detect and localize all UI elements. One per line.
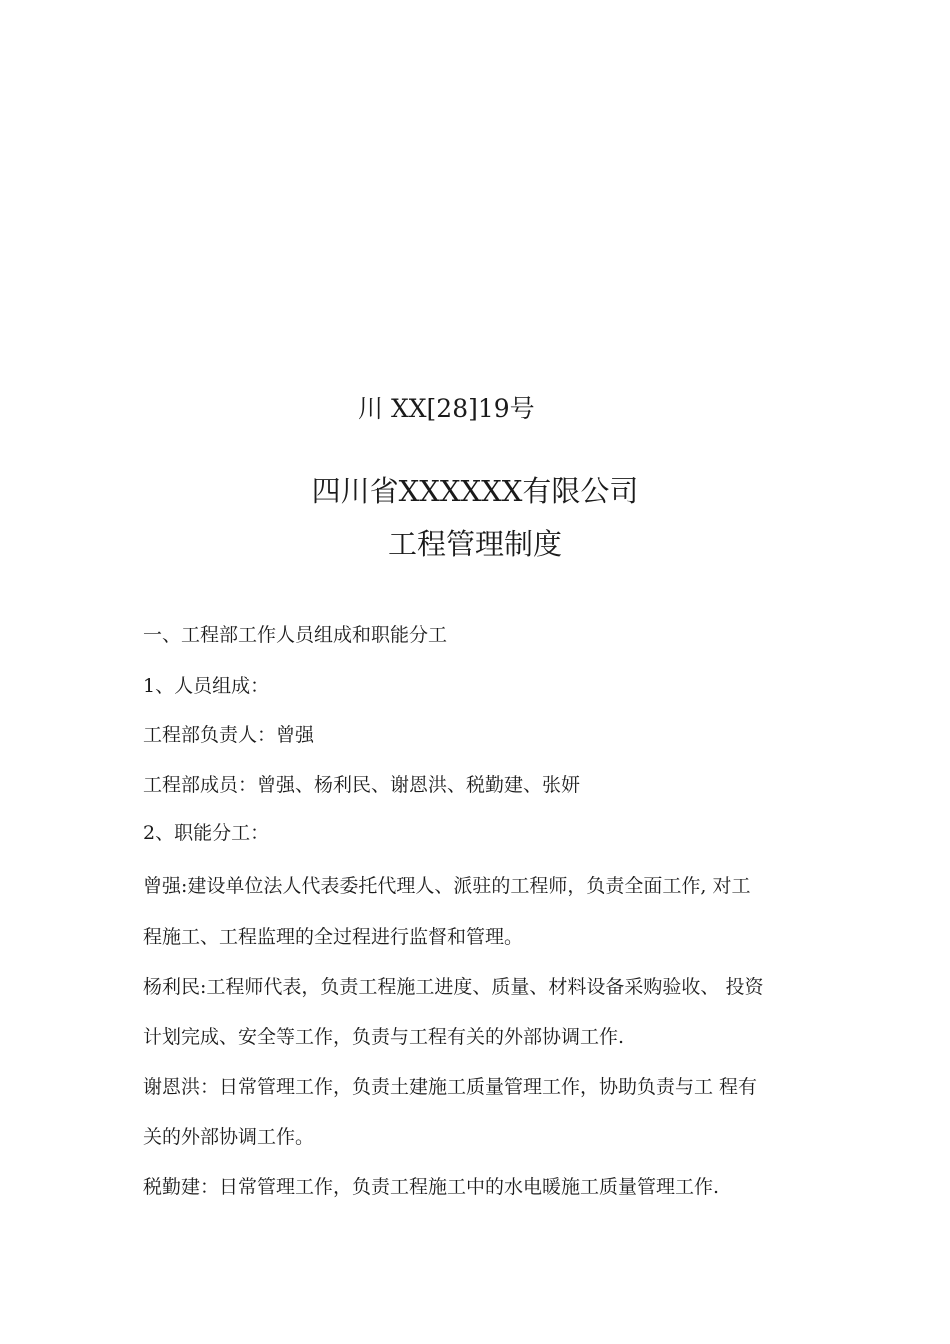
subsection-heading: 1、人员组成： (143, 675, 270, 697)
paragraph-line: 关的外部协调工作。 (143, 1126, 315, 1148)
paragraph-line: 工程部负责人：曾强 (143, 724, 315, 746)
paragraph-line: 谢恩洪：日常管理工作，负责土建施工质量管理工作，协助负责与工 程有 (143, 1076, 758, 1098)
paragraph-line: 曾强:建设单位法人代表委托代理人、派驻的工程师，负责全面工作, 对工 (143, 875, 751, 897)
company-name: 四川省XXXXXX有限公司 (311, 474, 639, 508)
document-number: 川 XX[28]19号 (358, 394, 535, 423)
document-title: 工程管理制度 (387, 527, 562, 561)
paragraph-line: 税勤建：日常管理工作，负责工程施工中的水电暖施工质量管理工作. (143, 1176, 720, 1198)
paragraph-line: 计划完成、安全等工作，负责与工程有关的外部协调工作. (143, 1026, 625, 1048)
subsection-heading: 2、职能分工： (143, 822, 270, 844)
paragraph-line: 杨利民:工程师代表，负责工程施工进度、质量、材料设备采购验收、 投资 (143, 976, 764, 998)
section-heading: 一、工程部工作人员组成和职能分工 (143, 624, 448, 646)
paragraph-line: 程施工、工程监理的全过程进行监督和管理。 (143, 926, 524, 948)
paragraph-line: 工程部成员：曾强、杨利民、谢恩洪、税勤建、张妍 (143, 774, 581, 796)
